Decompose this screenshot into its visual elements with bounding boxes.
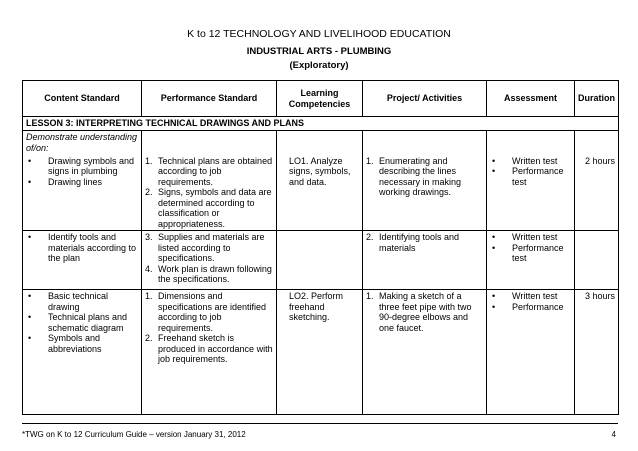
assessment-cell (487, 290, 575, 415)
list-item (366, 232, 483, 253)
table-header-row (23, 81, 619, 117)
duration-cell: 3 hours (575, 290, 619, 415)
empty-cell (363, 131, 487, 155)
list-item: • Performance (490, 302, 571, 313)
learning-competency-cell (277, 231, 363, 290)
list-item (145, 291, 273, 333)
item-number: 1. (145, 291, 153, 301)
item-text: Identifying tools and materials (379, 232, 460, 253)
duration-cell (575, 231, 619, 290)
column-header: Performance Standard (142, 81, 277, 117)
learning-competency-cell: LO1. Analyze signs, symbols, and data. (277, 155, 363, 231)
item-number: 4. (145, 263, 153, 274)
lesson-title: LESSON 3: INTERPRETING TECHNICAL DRAWINGS AND PLANS (23, 117, 619, 131)
item-number: 2. (145, 333, 153, 343)
item-text: Technical plans are obtained according to job requirements. (158, 155, 273, 187)
list-item (145, 232, 273, 264)
empty-cell (142, 131, 277, 155)
list-item: • Written test (490, 232, 571, 243)
performance-standard-cell (142, 155, 277, 231)
assessment-cell (487, 155, 575, 231)
item-number: 1. (366, 155, 374, 166)
table-row (23, 155, 619, 231)
item-text: Freehand sketch is produced in accordance with job requirements. (158, 333, 273, 364)
footer-divider (22, 423, 618, 424)
item-number: 2. (366, 232, 374, 242)
list-item: • Identify tools and materials according to the plan (26, 232, 138, 264)
duration-cell: 2 hours (575, 155, 619, 231)
list-item: • Written test (490, 156, 571, 167)
intro-cell (23, 131, 142, 155)
list-item (145, 333, 273, 365)
table-row (23, 231, 619, 290)
footer-note: *TWG on K to 12 Curriculum Guide – version January 31, 2012 (22, 430, 246, 439)
learning-competency-cell: LO2. Perform freehand sketching. (277, 290, 363, 415)
project-activity-cell (363, 290, 487, 415)
column-header: Duration (575, 81, 619, 117)
item-text: Enumerating and describing the lines necessary in making working drawings. (379, 155, 462, 197)
intro-text: Demonstrate understanding of/on: (26, 132, 138, 153)
column-header: Content Standard (23, 81, 142, 117)
item-number: 1. (145, 155, 153, 166)
list-item (145, 187, 273, 229)
content-standard-cell (23, 231, 142, 290)
intro-row (23, 131, 619, 155)
empty-cell (575, 131, 619, 155)
item-number: 3. (145, 232, 153, 242)
empty-cell (487, 131, 575, 155)
table-row (23, 290, 619, 415)
page-number: 4 (611, 430, 616, 439)
lesson-row (23, 117, 619, 131)
list-item: • Performance test (490, 243, 571, 264)
list-item: • Drawing symbols and signs in plumbing (26, 156, 138, 177)
list-item (366, 156, 483, 198)
document-subtitle: INDUSTRIAL ARTS - PLUMBING (246, 46, 392, 57)
list-item: • Performance test (490, 166, 571, 187)
list-item: • Technical plans and schematic diagram (26, 312, 138, 333)
list-item: • Symbols and abbreviations (26, 333, 138, 354)
curriculum-table (22, 80, 619, 415)
document-title: K to 12 TECHNOLOGY AND LIVELIHOOD EDUCATION (187, 28, 451, 40)
item-text: Work plan is drawn following the specifications. (158, 263, 272, 284)
assessment-cell (487, 231, 575, 290)
content-standard-cell (23, 290, 142, 415)
item-text: Making a sketch of a three feet pipe with two 90-degree elbows and one faucet. (379, 291, 472, 333)
column-header: Learning Competencies (277, 81, 363, 117)
list-item: • Written test (490, 291, 571, 302)
project-activity-cell (363, 231, 487, 290)
performance-standard-cell (142, 290, 277, 415)
item-text: Signs, symbols and data are determined according to classification or appropriateness. (158, 187, 272, 229)
list-item: • Basic technical drawing (26, 291, 138, 312)
item-number: 1. (366, 291, 374, 301)
document-subtitle-note: (Exploratory) (289, 60, 349, 71)
content-standard-cell (23, 155, 142, 231)
project-activity-cell (363, 155, 487, 231)
list-item (366, 291, 483, 333)
column-header: Assessment (487, 81, 575, 117)
item-text: Supplies and materials are listed according to specifications. (158, 232, 265, 263)
empty-cell (277, 131, 363, 155)
list-item: • Drawing lines (26, 177, 138, 188)
list-item (145, 156, 273, 188)
column-header: Project/ Activities (363, 81, 487, 117)
item-number: 2. (145, 187, 153, 197)
item-text: Dimensions and specifications are identified according to job requirements. (158, 291, 267, 333)
list-item (145, 264, 273, 285)
performance-standard-cell (142, 231, 277, 290)
